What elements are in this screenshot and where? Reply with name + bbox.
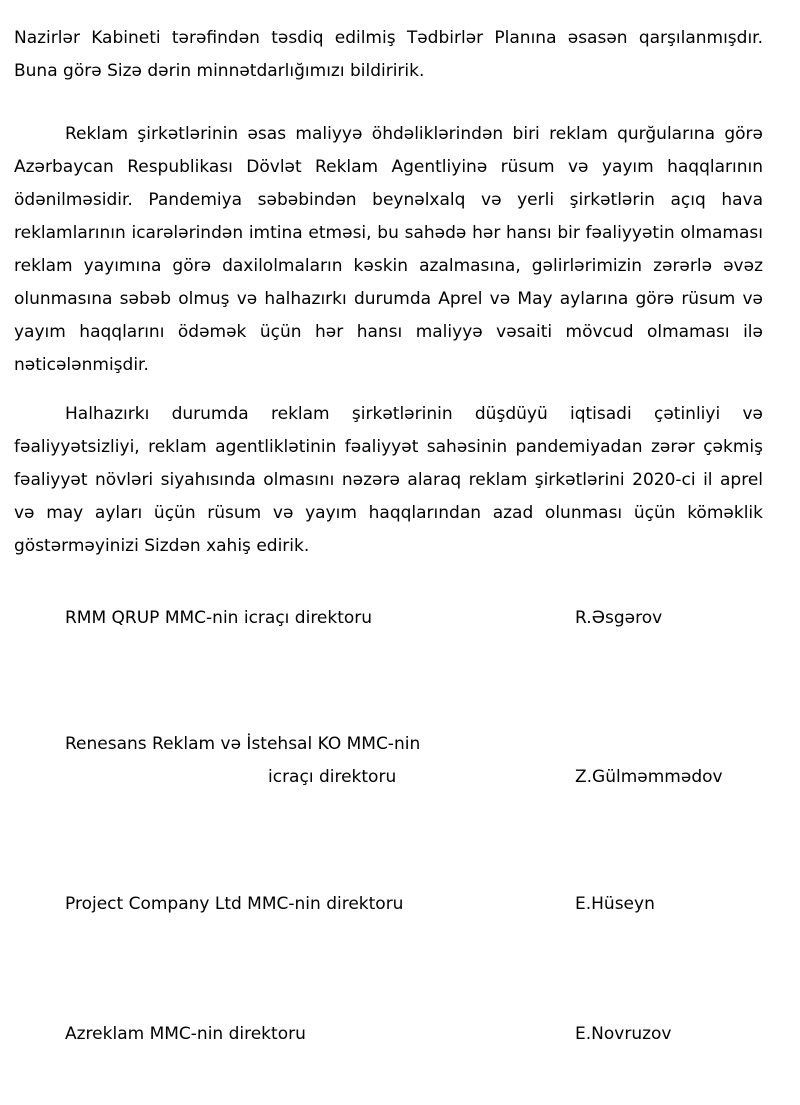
signature-block-azreklam (0, 1018, 800, 1051)
signature-block-rmm-qrup (0, 602, 800, 635)
signature-row (0, 728, 800, 761)
signatory-name: E.Novruzov (575, 1024, 672, 1044)
letter-body (14, 22, 763, 563)
signature-row (0, 761, 800, 794)
signature-row (0, 888, 800, 921)
signature-title-line2: icraçı direktoru (268, 767, 397, 787)
signature-title: Project Company Ltd MMC-nin direktoru (65, 894, 404, 914)
signature-row (0, 602, 800, 635)
signature-row (0, 1018, 800, 1051)
signature-block-project-company (0, 888, 800, 921)
signatory-name: Z.Gülməmmədov (575, 767, 723, 787)
paragraph-financial-obligations: Reklam şirkətlərinin əsas maliyyə öhdəliklərindən biri reklam qurğularına görə Azərbaycan Respublikası Dövlət Reklam Agentliyinə rüsum və yayım haqqlarının ödənilməsidir. Pandemiya səbəbindən beynəlxalq və yerli şirkətlərin açıq hava reklamlarının icarələrindən imtina etməsi, bu sahədə hər hansı bir fəaliyyətin olmaması reklam yayımına görə daxilolmaların kəskin azalmasına, gəlirlərimizin zərərlə əvəz olunmasına səbəb olmuş və halhazırkı durumda Aprel və May aylarına görə rüsum və yayım haqqlarını ödəmək üçün hər hansı maliyyə vəsaiti mövcud olmaması ilə nəticələnmişdir. (14, 124, 763, 375)
signature-title: Azreklam MMC-nin direktoru (65, 1024, 306, 1044)
paragraph-request: Halhazırkı durumda reklam şirkətlərinin düşdüyü iqtisadi çətinliyi və fəaliyyətsizliyi, reklam agentliklətinin fəaliyyət sahəsinin pandemiyadan zərər çəkmiş fəaliyyət növləri siyahısında olmasını nəzərə alaraq reklam şirkətlərini 2020-ci il aprel və may ayları üçün rüsum və yayım haqqlarından azad olunması üçün köməklik göstərməyinizi Sizdən xahiş edirik. (14, 404, 763, 556)
signature-title: RMM QRUP MMC-nin icraçı direktoru (65, 608, 373, 628)
signature-block-renesans (0, 728, 800, 794)
signatory-name: R.Əsgərov (575, 608, 663, 628)
signatory-name: E.Hüseyn (575, 894, 655, 914)
signature-title-line1: Renesans Reklam və İstehsal KO MMC-nin (65, 734, 421, 754)
paragraph-gratitude: Nazirlər Kabineti tərəfindən təsdiq edilmiş Tədbirlər Planına əsasən qarşılanmışdır. Buna görə Sizə dərin minnətdarlığımızı bildiririk. (14, 28, 763, 81)
